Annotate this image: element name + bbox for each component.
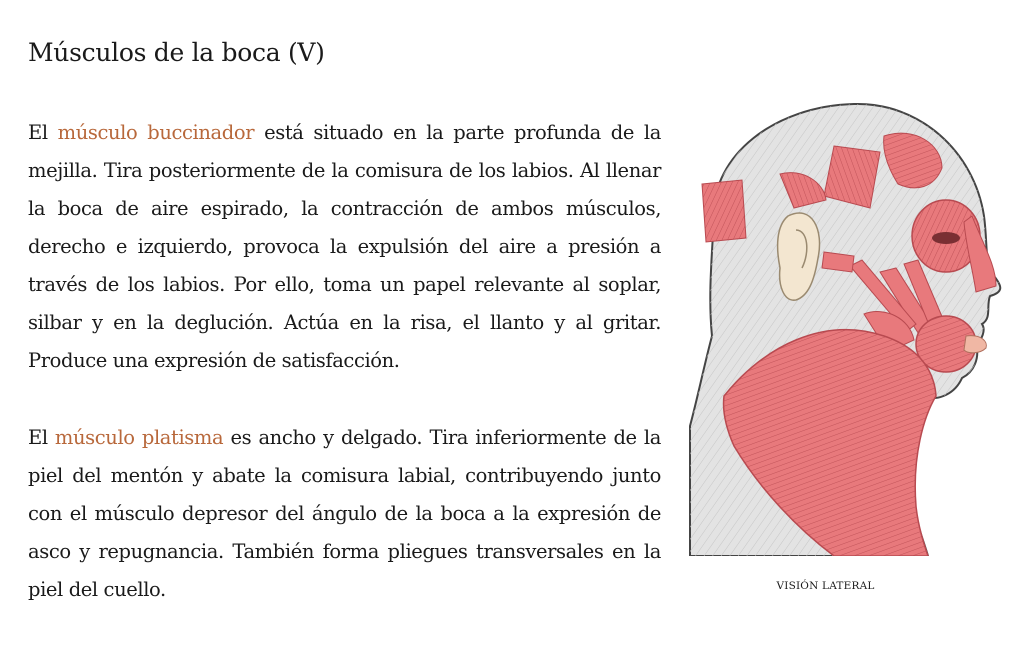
- paragraph-buccinator: [28, 114, 661, 380]
- page-title: Músculos de la boca (V): [28, 38, 325, 67]
- paragraph-text: es ancho y delgado. Tira inferiormente de la piel del mentón y abate la comisura labial, contribuyendo junto con el músculo depresor del ángulo de la boca a la expresión de asco y repugnancia. También forma pliegues transversales en la piel del cuello.: [28, 426, 661, 601]
- paragraph-prefix: El: [28, 426, 55, 449]
- term-musculo-platisma: músculo platisma: [54, 426, 224, 449]
- paragraph-text: está situado en la parte profunda de la mejilla. Tira posteriormente de la comisura de los labios. Al llenar la boca de aire espirado, la contracción de ambos músculos, derecho e izquierdo, provoca la expulsión del aire a presión a través de los labios. Por ello, toma un papel relevante al soplar, silbar y en la deglución. Actúa en la risa, el llanto y al gritar. Produce una expresión de satisfacción.: [28, 121, 661, 372]
- figure-caption: VISIÓN LATERAL: [776, 580, 875, 592]
- paragraph-prefix: El: [28, 121, 58, 144]
- head-muscles-lateral-illustration: [684, 96, 1004, 556]
- paragraph-platisma: [28, 419, 661, 609]
- term-musculo-buccinador: músculo buccinador: [57, 121, 255, 144]
